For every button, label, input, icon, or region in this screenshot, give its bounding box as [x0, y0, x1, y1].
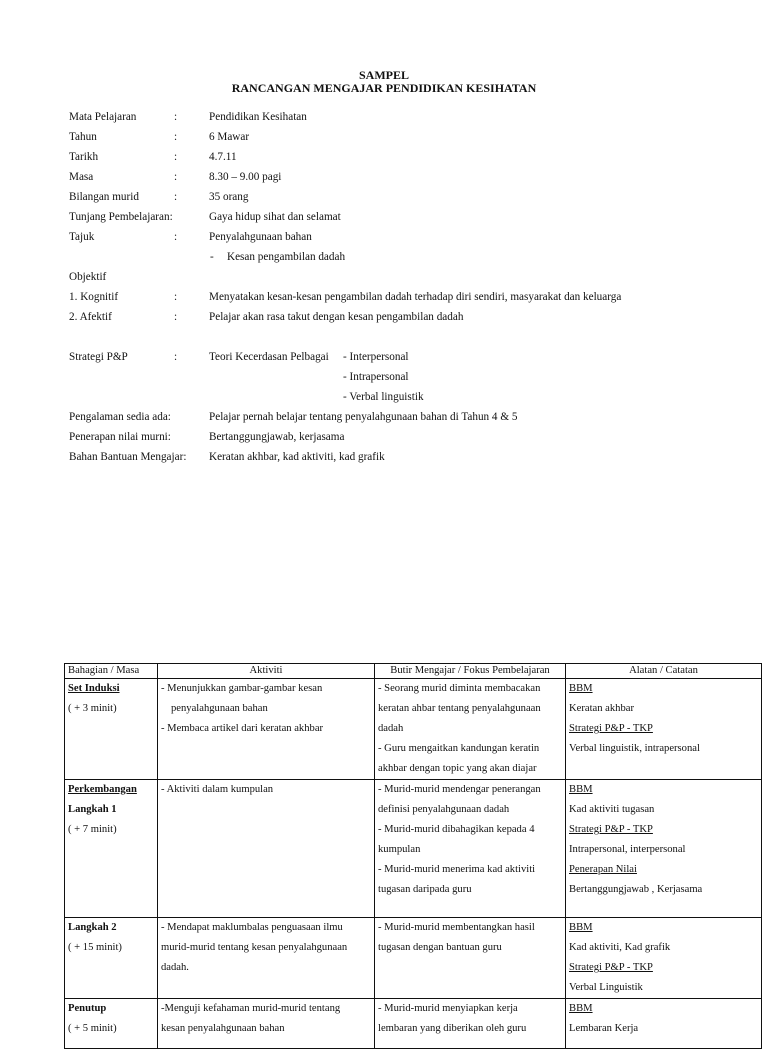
- focus-line: keratan ahbar tentang penyalahgunaan: [378, 703, 541, 714]
- meta-row-topic: [69, 228, 749, 248]
- students-label: Bilangan murid: [69, 191, 139, 203]
- meta-row-objectives: [69, 268, 749, 288]
- doc-sample-label: SAMPEL: [358, 68, 409, 82]
- focus-cell: [375, 780, 566, 918]
- table-row: [65, 780, 762, 918]
- notes-line: Lembaran Kerja: [569, 1023, 639, 1034]
- focus-line: tugasan daripada guru: [378, 884, 472, 895]
- notes-line: Kad aktiviti, Kad grafik: [569, 942, 671, 953]
- notes-line: Keratan akhbar: [569, 703, 634, 714]
- affective-label: 2. Afektif: [69, 311, 112, 323]
- notes-heading: BBM: [569, 1003, 593, 1014]
- strategy-item: - Verbal linguistik: [343, 391, 424, 403]
- activity-line: dadah.: [161, 962, 189, 973]
- focus-line: lembaran yang diberikan oleh guru: [378, 1023, 527, 1034]
- notes-line: Verbal Linguistik: [569, 982, 643, 993]
- students-value: 35 orang: [209, 191, 249, 203]
- column-header: Alatan / Catatan: [566, 664, 762, 679]
- notes-heading: Strategi P&P - TKP: [569, 723, 653, 734]
- strand-value: Gaya hidup sihat dan selamat: [209, 211, 341, 223]
- subject-label: Mata Pelajaran: [69, 111, 137, 123]
- meta-row-subtopic: [69, 248, 749, 268]
- meta-row-strategy-3: [69, 388, 749, 408]
- stage-time: ( + 3 minit): [68, 703, 117, 714]
- strategy-item: - Intrapersonal: [343, 371, 409, 383]
- year-value: 6 Mawar: [209, 131, 250, 143]
- activity-line: - Mendapat maklumbalas penguasaan ilmu: [161, 922, 343, 933]
- notes-cell: [566, 918, 762, 999]
- stage-name: Perkembangan: [68, 784, 137, 795]
- materials-value: Keratan akhbar, kad aktiviti, kad grafik: [209, 451, 385, 463]
- activity-line: -Menguji kefahaman murid-murid tentang: [161, 1003, 341, 1014]
- column-header: Bahagian / Masa: [65, 664, 158, 679]
- notes-heading: BBM: [569, 922, 593, 933]
- activity-cell: [158, 918, 375, 999]
- meta-row-prior-knowledge: [69, 408, 749, 428]
- stage-step: Langkah 1: [68, 804, 117, 815]
- affective-value: Pelajar akan rasa takut dengan kesan pengambilan dadah: [209, 311, 464, 323]
- colon: :: [174, 291, 178, 303]
- colon: :: [174, 131, 178, 143]
- focus-line: - Guru mengaitkan kandungan keratin: [378, 743, 540, 754]
- notes-heading: BBM: [569, 683, 593, 694]
- prior-knowledge-value: Pelajar pernah belajar tentang penyalahgunaan bahan di Tahun 4 & 5: [209, 411, 518, 423]
- prior-knowledge-label: Pengalaman sedia ada:: [69, 411, 171, 423]
- notes-heading: Strategi P&P - TKP: [569, 962, 653, 973]
- activity-line: penyalahgunaan bahan: [171, 703, 268, 714]
- focus-line: - Murid-murid menyiapkan kerja: [378, 1003, 518, 1014]
- focus-line: dadah: [378, 723, 404, 734]
- date-value: 4.7.11: [209, 151, 237, 163]
- colon: :: [174, 111, 178, 123]
- focus-line: kumpulan: [378, 844, 421, 855]
- stage-cell: [65, 780, 158, 918]
- meta-row-strategy-2: [69, 368, 749, 388]
- materials-label: Bahan Bantuan Mengajar:: [69, 451, 187, 463]
- values-value: Bertanggungjawab, kerjasama: [209, 431, 345, 443]
- table-row: [65, 918, 762, 999]
- stage-time: ( + 7 minit): [68, 824, 117, 835]
- table-row: [65, 679, 762, 780]
- time-value: 8.30 – 9.00 pagi: [209, 171, 282, 183]
- lesson-plan-table: [64, 663, 762, 1049]
- notes-line: Intrapersonal, interpersonal: [569, 844, 686, 855]
- column-header: Aktiviti: [158, 664, 375, 679]
- column-header: Butir Mengajar / Fokus Pembelajaran: [375, 664, 566, 679]
- focus-line: definisi penyalahgunaan dadah: [378, 804, 510, 815]
- activity-line: - Membaca artikel dari keratan akhbar: [161, 723, 324, 734]
- strategy-item: - Interpersonal: [343, 351, 409, 363]
- meta-row-date: [69, 148, 749, 168]
- colon: :: [174, 311, 178, 323]
- stage-name: Set Induksi: [68, 683, 120, 694]
- objectives-label: Objektif: [69, 271, 107, 283]
- cognitive-value: Menyatakan kesan-kesan pengambilan dadah terhadap diri sendiri, masyarakat dan keluarga: [209, 291, 622, 303]
- cognitive-label: 1. Kognitif: [69, 291, 119, 303]
- activity-line: - Menunjukkan gambar-gambar kesan: [161, 683, 323, 694]
- focus-line: - Murid-murid dibahagikan kepada 4: [378, 824, 535, 835]
- topic-label: Tajuk: [69, 231, 95, 243]
- focus-cell: [375, 918, 566, 999]
- meta-row-time: [69, 168, 749, 188]
- subtopic-dash: -: [210, 251, 214, 263]
- colon: :: [174, 231, 178, 243]
- colon: :: [174, 171, 178, 183]
- colon: :: [174, 191, 178, 203]
- table-header-row: [65, 664, 762, 679]
- stage-name: Langkah 2: [68, 922, 117, 933]
- meta-row-students: [69, 188, 749, 208]
- activity-line: - Aktiviti dalam kumpulan: [161, 784, 274, 795]
- meta-row-cognitive: [69, 288, 749, 308]
- notes-line: Bertanggungjawab , Kerjasama: [569, 884, 703, 895]
- meta-row-spacer: [69, 328, 749, 348]
- focus-cell: [375, 679, 566, 780]
- time-label: Masa: [69, 171, 94, 183]
- subject-value: Pendidikan Kesihatan: [209, 111, 307, 123]
- meta-row-affective: [69, 308, 749, 328]
- notes-line: Kad aktiviti tugasan: [569, 804, 655, 815]
- strand-label: Tunjang Pembelajaran:: [69, 211, 173, 223]
- date-label: Tarikh: [69, 151, 99, 163]
- stage-time: ( + 5 minit): [68, 1023, 117, 1034]
- topic-value: Penyalahgunaan bahan: [209, 231, 312, 243]
- activity-cell: [158, 679, 375, 780]
- colon: :: [174, 151, 178, 163]
- subtopic-value: Kesan pengambilan dadah: [227, 251, 346, 263]
- focus-line: tugasan dengan bantuan guru: [378, 942, 502, 953]
- notes-cell: [566, 780, 762, 918]
- focus-line: akhbar dengan topic yang akan diajar: [378, 763, 537, 774]
- stage-time: ( + 15 minit): [68, 942, 122, 953]
- meta-row-values: [69, 428, 749, 448]
- activity-line: kesan penyalahgunaan bahan: [161, 1023, 285, 1034]
- activity-line: murid-murid tentang kesan penyalahgunaan: [161, 942, 348, 953]
- strategy-value: Teori Kecerdasan Pelbagai: [209, 351, 329, 363]
- colon: :: [174, 351, 178, 363]
- year-label: Tahun: [69, 131, 97, 143]
- focus-line: - Murid-murid mendengar penerangan: [378, 784, 541, 795]
- focus-line: - Murid-murid membentangkan hasil: [378, 922, 535, 933]
- notes-cell: [566, 679, 762, 780]
- values-label: Penerapan nilai murni:: [69, 431, 171, 443]
- focus-line: - Murid-murid menerima kad aktiviti: [378, 864, 536, 875]
- stage-name: Penutup: [68, 1003, 107, 1014]
- meta-row-year: [69, 128, 749, 148]
- activity-cell: [158, 780, 375, 918]
- notes-heading: Penerapan Nilai: [569, 864, 637, 875]
- meta-row-materials: [69, 448, 749, 468]
- meta-row-strand: [69, 208, 749, 228]
- notes-heading: Strategi P&P - TKP: [569, 824, 653, 835]
- notes-heading: BBM: [569, 784, 593, 795]
- focus-line: - Seorang murid diminta membacakan: [378, 683, 541, 694]
- meta-row-subject: [69, 108, 749, 128]
- meta-row-strategy: [69, 348, 749, 368]
- notes-line: Verbal linguistik, intrapersonal: [569, 743, 700, 754]
- stage-cell: [65, 679, 158, 780]
- strategy-label: Strategi P&P: [69, 351, 128, 363]
- stage-cell: [65, 918, 158, 999]
- lesson-details: [69, 108, 749, 468]
- doc-title: RANCANGAN MENGAJAR PENDIDIKAN KESIHATAN: [231, 81, 537, 95]
